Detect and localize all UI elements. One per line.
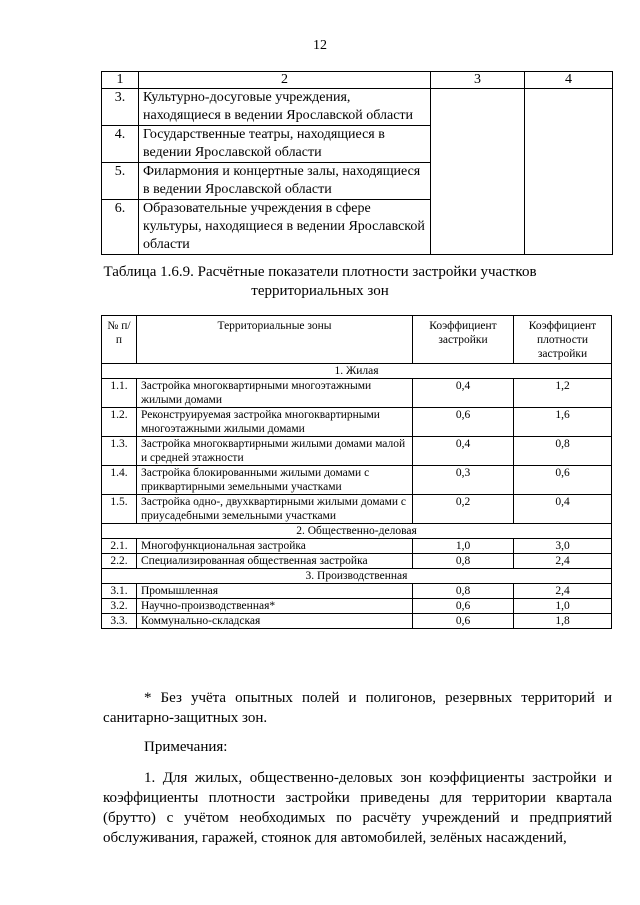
table-row (102, 379, 612, 408)
table-row (102, 495, 612, 524)
row-number: 5. (102, 163, 139, 200)
zone-name: Застройка блокированными жилыми домами с приквартирными земельными участками (137, 466, 413, 495)
coef-build-value: 0,6 (413, 599, 514, 614)
zone-name: Научно-производственная* (137, 599, 413, 614)
coef-density-value: 1,0 (514, 599, 612, 614)
coef-density-value: 2,4 (514, 584, 612, 599)
table-row (102, 437, 612, 466)
row-number: 3.2. (102, 599, 137, 614)
row-number: 1.4. (102, 466, 137, 495)
coef-density-value: 0,4 (514, 495, 612, 524)
table-header-row (102, 72, 613, 89)
page-number: 12 (313, 38, 327, 53)
table-row (102, 599, 612, 614)
row-text: Образовательные учреждения в сфере культуры, находящиеся в ведении Ярославской области (139, 200, 431, 255)
coef-density-value: 1,6 (514, 408, 612, 437)
zone-name: Застройка одно-, двухквартирными жилыми домами с приусадебными земельными участками (137, 495, 413, 524)
row-number: 3. (102, 89, 139, 126)
row-number: 3.3. (102, 614, 137, 629)
coef-density-value: 2,4 (514, 554, 612, 569)
coef-build-value: 0,8 (413, 584, 514, 599)
section-title: 2. Общественно-деловая (102, 524, 612, 539)
section-row (102, 364, 612, 379)
coef-build-value: 0,6 (413, 408, 514, 437)
coef-build-value: 0,2 (413, 495, 514, 524)
coef-density-value: 1,8 (514, 614, 612, 629)
coef-density-value: 0,8 (514, 437, 612, 466)
header-num: № п/п (102, 316, 137, 364)
header-cell: 2 (139, 72, 431, 89)
row-number: 1.5. (102, 495, 137, 524)
table-row (102, 89, 613, 126)
header-coef-density: Коэффициент плотности застройки (514, 316, 612, 364)
zone-name: Промышленная (137, 584, 413, 599)
row-number: 3.1. (102, 584, 137, 599)
table-row (102, 466, 612, 495)
note-paragraph: 1. Для жилых, общественно-деловых зон коэффициенты застройки и коэффициенты плотности застройки приведены для территории квартала (брутто) с учётом необходимых по расчёту учреждений и предприятий обслуживания, гаражей, стоянок для автомобилей, зелёных насаждений, (103, 770, 612, 846)
coef-build-value: 0,8 (413, 554, 514, 569)
header-zone: Территориальные зоны (137, 316, 413, 364)
header-cell: 1 (102, 72, 139, 89)
zone-name: Специализированная общественная застройка (137, 554, 413, 569)
coef-build-value: 0,3 (413, 466, 514, 495)
empty-cell (525, 89, 613, 255)
density-table (101, 315, 612, 629)
coef-density-value: 0,6 (514, 466, 612, 495)
row-number: 4. (102, 126, 139, 163)
row-number: 2.1. (102, 539, 137, 554)
section-row (102, 569, 612, 584)
row-number: 1.2. (102, 408, 137, 437)
row-number: 1.1. (102, 379, 137, 408)
row-text: Государственные театры, находящиеся в ведении Ярославской области (139, 126, 431, 163)
caption-line: территориальных зон (251, 283, 389, 299)
caption-line: Таблица 1.6.9. Расчётные показатели плотности застройки участков (103, 264, 537, 280)
header-coef-build: Коэффициент застройки (413, 316, 514, 364)
coef-build-value: 0,6 (413, 614, 514, 629)
header-cell: 3 (431, 72, 525, 89)
table-row (102, 584, 612, 599)
row-text: Культурно-досуговые учреждения, находящиеся в ведении Ярославской области (139, 89, 431, 126)
table-header-row (102, 316, 612, 364)
table-caption (80, 263, 560, 301)
row-text: Филармония и концертные залы, находящиеся в ведении Ярославской области (139, 163, 431, 200)
empty-cell (431, 89, 525, 255)
zone-name: Застройка многоквартирными многоэтажными жилыми домами (137, 379, 413, 408)
coef-density-value: 3,0 (514, 539, 612, 554)
coef-build-value: 1,0 (413, 539, 514, 554)
coef-build-value: 0,4 (413, 437, 514, 466)
table-row (102, 408, 612, 437)
continued-table (101, 71, 613, 255)
footnote: * Без учёта опытных полей и полигонов, резервных территорий и санитарно-защитных зон. (103, 690, 612, 726)
table-row (102, 554, 612, 569)
zone-name: Коммунально-складская (137, 614, 413, 629)
row-number: 2.2. (102, 554, 137, 569)
section-row (102, 524, 612, 539)
section-title: 3. Производственная (102, 569, 612, 584)
coef-build-value: 0,4 (413, 379, 514, 408)
coef-density-value: 1,2 (514, 379, 612, 408)
table-row (102, 539, 612, 554)
notes-title: Примечания: (144, 739, 228, 755)
section-title: 1. Жилая (102, 364, 612, 379)
row-number: 6. (102, 200, 139, 255)
zone-name: Реконструируемая застройка многоквартирными многоэтажными жилыми домами (137, 408, 413, 437)
row-number: 1.3. (102, 437, 137, 466)
zone-name: Застройка многоквартирными жилыми домами малой и средней этажности (137, 437, 413, 466)
header-cell: 4 (525, 72, 613, 89)
zone-name: Многофункциональная застройка (137, 539, 413, 554)
table-row (102, 614, 612, 629)
